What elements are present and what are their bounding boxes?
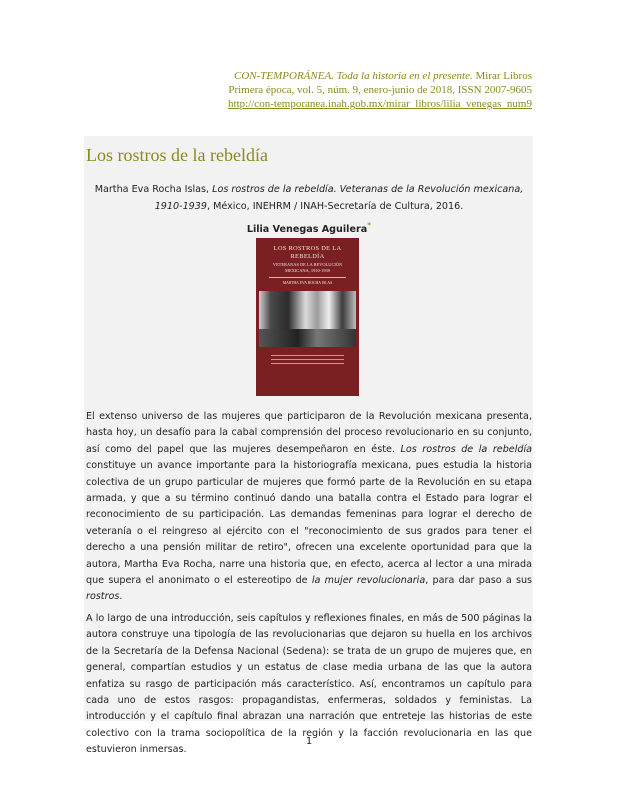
review-body <box>86 409 532 764</box>
reviewer-name <box>86 221 532 235</box>
cover-photo <box>259 291 356 347</box>
paragraph-1 <box>86 409 532 606</box>
reviewer-label: Lilia Venegas Aguilera <box>246 224 368 236</box>
paragraph-2: A lo largo de una introducción, seis capítulos y reflexiones finales, en más de 500 páginas la autora construye una tipología de las revolucionarias que dejaron su huella en los archivos de la Secretaría de la Defensa Nacional (Sedena): se trata de un grupo de mujeres que, en general, compartían estudios y un estatus de clase media urbana de las que la autora enfatiza su rasgo de participación más característico. Así, encontramos un capítulo para cada uno de estos rasgos: propagandistas, enfermeras, soldados y feministas. La introducción y el capítulo final abrazan una narración que entreteje las historias de este colectivo con la trama sociopolítica de la región y la facción revolucionaria en las que estuvieron inmersas. <box>86 612 532 756</box>
p1-text-cont2: , para dar paso a sus <box>425 575 533 587</box>
book-citation <box>86 181 532 215</box>
citation-author: Martha Eva Rocha Islas, <box>94 184 213 195</box>
citation-publisher: , México, INEHRM / INAH-Secretaría de Cultura, 2016. <box>207 201 464 212</box>
cover-author: MARTHA EVA ROCHA ISLAS <box>282 281 333 285</box>
cover-title: LOS ROSTROS DE LA REBELDÍA <box>273 245 342 260</box>
journal-name: CON-TEMPORÁNEA. Toda la historia en el presente. <box>234 70 473 82</box>
p1-text-cont: constituye un avance importante para la historiografía mexicana, pues estudia la historia colectiva de un grupo particular de mujeres que formó parte de la Revolución en su etapa armada, y que a su término continuó dando una batalla contra el Estado para lograr el reconocimiento de su participación. Las demandas femeninas para lograr el derecho de veteranía o el reingreso al ejército con el "reconocimiento de sus grados para tener el derecho a una pensión militar de retiro", ofrecen una excelente oportunidad para que la autora, Martha Eva Rocha, narre una historia que, en efecto, acerca al lector a una mirada que supera el anonimato o el estereotipo de <box>86 460 532 587</box>
page-number: 1 <box>305 736 313 747</box>
footnote-mark[interactable]: * <box>367 221 372 230</box>
article-url-link[interactable]: http://con-temporanea.inah.gob.mx/mirar_libros/lilia_venegas_num9 <box>228 98 532 110</box>
journal-header <box>228 69 532 111</box>
section-name: Mirar Libros <box>475 70 532 82</box>
p1-book-title: Los rostros de la rebeldía <box>400 443 532 455</box>
p1-end: . <box>119 591 123 603</box>
cover-rule <box>269 277 346 278</box>
book-cover-image <box>256 238 359 396</box>
cover-caption-lines <box>261 355 354 364</box>
cover-subtitle: VETERANAS DE LA REVOLUCIÓN MEXICANA, 1910-1939 <box>272 262 343 273</box>
issue-info: Primera época, vol. 5, núm. 9, enero-junio de 2018, ISSN 2007-9605 <box>228 84 532 96</box>
p1-emphasis: la mujer revolucionaria <box>311 575 426 587</box>
header-line-1 <box>228 69 532 83</box>
citation-book-title: Los rostros de la rebeldía. Veteranas de la Revolución mexicana, 1910-1939 <box>154 184 524 212</box>
p1-emphasis-2: rostros <box>86 591 120 603</box>
article-title: Los rostros de la rebeldía <box>86 145 268 165</box>
p1-text: El extenso universo de las mujeres que participaron de la Revolución mexicana presenta, hasta hoy, un desafío para la cabal comprensión del proceso revolucionario en su conjunto, así como del papel que las mujeres desempeñaron en éste. <box>86 411 532 455</box>
